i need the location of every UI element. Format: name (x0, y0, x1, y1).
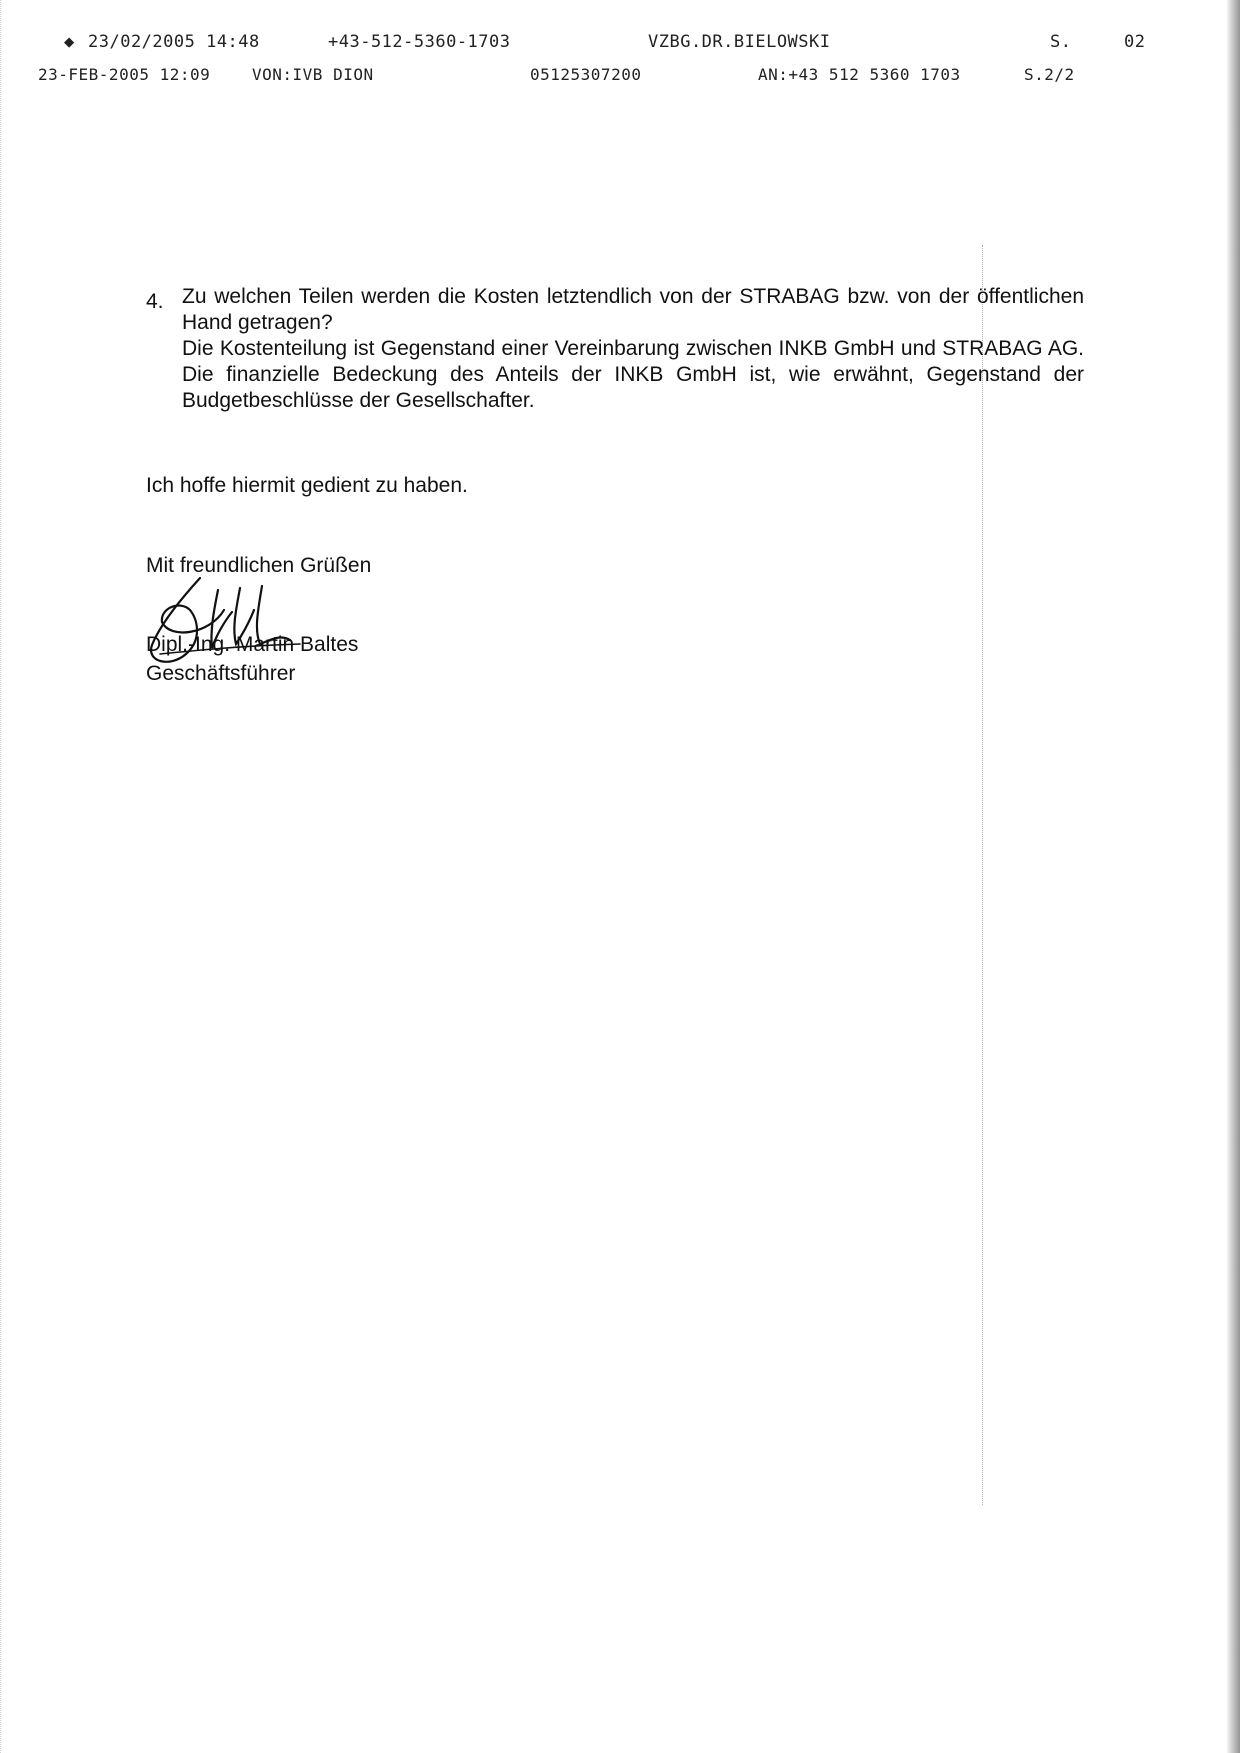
fax-marker-icon: ◆ (64, 32, 75, 52)
fax-header-2-page: S.2/2 (1024, 65, 1075, 84)
question-block (182, 284, 1084, 414)
closing-sentence: Ich hoffe hiermit gedient zu haben. (146, 474, 468, 497)
question-number: 4. (146, 290, 164, 313)
fax-header-line-2 (0, 65, 1240, 89)
scan-left-edge (0, 0, 3, 1753)
signer-title: Geschäftsführer (146, 662, 296, 685)
signer-name: Dipl.-Ing. Martin Baltes (146, 633, 359, 656)
scan-artifact-line (982, 245, 983, 1505)
greeting: Mit freundlichen Grüßen (146, 554, 372, 577)
fax-header-sender: VZBG.DR.BIELOWSKI (648, 32, 831, 52)
fax-header-2-number: 05125307200 (530, 65, 642, 84)
fax-header-2-datetime: 23-FEB-2005 12:09 (38, 65, 211, 84)
fax-header-2-to: AN:+43 512 5360 1703 (758, 65, 961, 84)
fax-header-page-label: S. (1050, 32, 1072, 52)
scan-right-edge (1226, 0, 1240, 1753)
fax-header-line-1 (0, 32, 1240, 56)
fax-header-datetime: 23/02/2005 14:48 (88, 32, 260, 52)
answer-text: Die Kostenteilung ist Gegenstand einer Vereinbarung zwischen INKB GmbH und STRABAG AG. Die finanzielle Bedeckung des Anteils der INKB GmbH ist, wie erwähnt, Gegenstand der Budgetbeschlüsse der Gesellschafter. (182, 337, 1084, 412)
fax-header-2-from: VON:IVB DION (252, 65, 374, 84)
fax-header-page-number: 02 (1124, 32, 1146, 52)
question-text: Zu welchen Teilen werden die Kosten letztendlich von der STRABAG bzw. von der öffentlichen Hand getragen? (182, 285, 1084, 334)
fax-header-phone: +43-512-5360-1703 (328, 32, 511, 52)
